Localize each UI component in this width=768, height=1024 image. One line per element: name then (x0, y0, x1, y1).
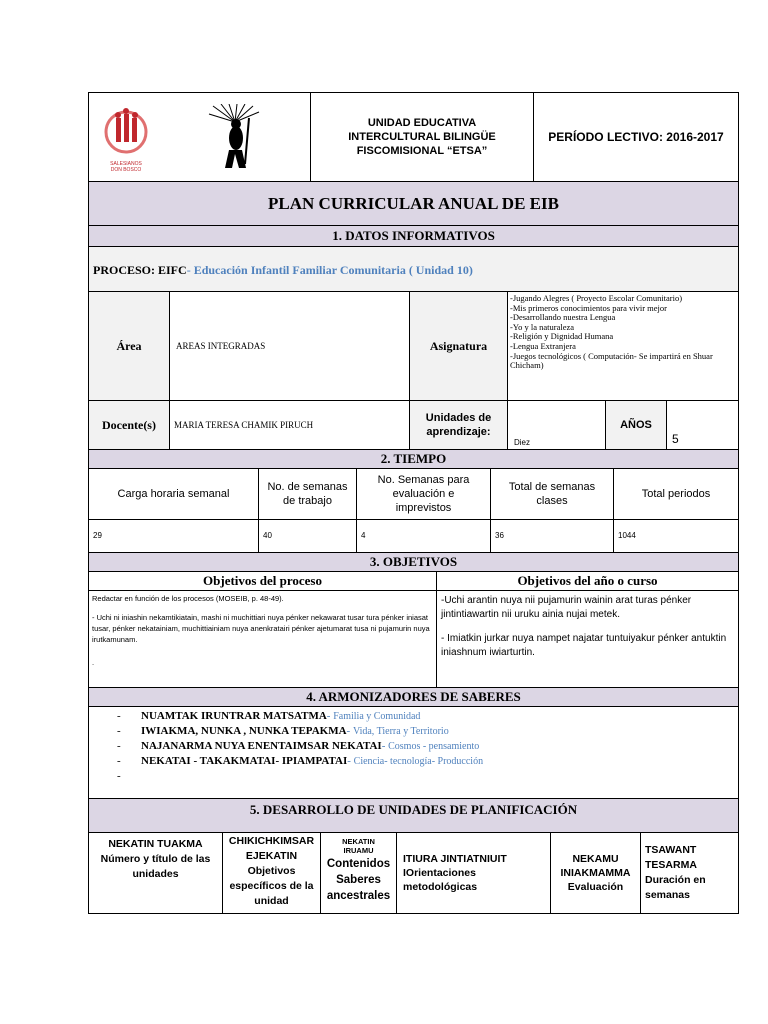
etsa-emblem (205, 104, 265, 170)
unidades-col-objetivos: CHIKICHKIMSAR EJEKATIN Objetivos específicos de la unidad (222, 832, 321, 914)
armonizador-separator: - (381, 740, 389, 752)
salesianos-logo-icon (96, 106, 158, 156)
list-dash: - (117, 770, 121, 782)
armonizador-theme: Familia y Comunidad (333, 711, 421, 722)
unidades-col-orientaciones (396, 832, 551, 914)
armonizador-separator: - (326, 710, 334, 722)
tiempo-value-4 (490, 519, 614, 553)
logo-text: SALESIANOS DON BOSCO (110, 161, 142, 173)
semanas-evaluacion-value: 4 (361, 531, 366, 540)
armonizador-separator: - (347, 755, 354, 767)
section3-heading: 3. OBJETIVOS (88, 552, 739, 572)
docente-value (169, 400, 410, 450)
list-dash: - (117, 710, 121, 722)
armonizadores-list (88, 706, 739, 799)
armonizador-name: NAJANARMA NUYA ENENTAIMSAR NEKATAI (141, 740, 382, 752)
asignatura-list (507, 291, 739, 401)
unidades-label: Unidades de aprendizaje: (409, 400, 508, 450)
section1-heading: 1. DATOS INFORMATIVOS (88, 225, 739, 247)
area-value (169, 291, 410, 401)
duracion-label: TSAWANT TESARMA Duración en semanas (645, 844, 706, 901)
page-title: PLAN CURRICULAR ANUAL DE EIB (88, 181, 739, 226)
asignatura-item: -Yo y la naturaleza (510, 321, 575, 332)
tiempo-header-5: Total periodos (613, 468, 739, 520)
objetivos-curso-body (436, 590, 739, 688)
unidades-col-numero: NEKATIN TUAKMA Número y título de las unidades (88, 832, 223, 914)
orientaciones-label: ITIURA JINTIATNIUIT IOrientaciones metodológicas (403, 853, 507, 893)
academic-period: PERÍODO LECTIVO: 2016-2017 (533, 92, 739, 182)
armonizador-theme: Vida, Tierra y Territorio (352, 726, 449, 737)
contenidos-main-label: Contenidos Saberes ancestrales (326, 858, 391, 902)
contenidos-top-label: NEKATIN IRUAMU (342, 837, 375, 855)
anos-label: AÑOS (605, 400, 667, 450)
armonizador-separator: - (346, 725, 353, 737)
asignatura-label: Asignatura (409, 291, 508, 401)
armonizador-name: IWIAKMA, NUNKA , NUNKA TEPAKMA (141, 725, 347, 737)
armonizador-item (117, 724, 738, 739)
asignatura-item: -Lengua Extranjera (510, 340, 576, 351)
warrior-emblem-icon (205, 104, 265, 170)
tiempo-header-4: Total de semanas clases (490, 468, 614, 520)
tiempo-value-5 (613, 519, 739, 553)
asignatura-item: -Mis primeros conocimientos para vivir mejor (510, 302, 667, 313)
tiempo-value-1 (88, 519, 259, 553)
armonizador-item (117, 754, 738, 769)
section2-heading: 2. TIEMPO (88, 449, 739, 469)
asignatura-item: -Juegos tecnológicos ( Computación- Se impartirá en Shuar Chicham) (510, 350, 713, 371)
proceso-row (88, 246, 739, 292)
asignatura-item: -Religión y Dignidad Humana (510, 331, 614, 342)
armonizador-item (117, 769, 738, 784)
tiempo-value-2 (258, 519, 357, 553)
docente-label: Docente(s) (88, 400, 170, 450)
area-label: Área (88, 291, 170, 401)
anos-value-text: 5 (672, 432, 679, 446)
carga-horaria-value: 29 (93, 531, 102, 540)
unidades-value-text: Diez (514, 438, 531, 447)
total-periodos-value: 1044 (618, 531, 636, 540)
list-dash: - (117, 725, 121, 737)
anos-value (666, 400, 739, 450)
armonizador-item (117, 709, 738, 724)
tiempo-header-3: No. Semanas para evaluación e imprevistos (356, 468, 491, 520)
objetivos-curso-title: Objetivos del año o curso (436, 571, 739, 591)
section5-heading: 5. DESARROLLO DE UNIDADES DE PLANIFICACIÓN (88, 798, 739, 833)
asignatura-item: -Jugando Alegres ( Proyecto Escolar Comunitario) (510, 293, 683, 303)
unidades-col-contenidos (320, 832, 397, 914)
objetivos-curso-p1: -Uchi arantin nuya nii pujamurin wainin arat turas pénker jintintiawartin nii uruku ainia nujai metek. (441, 595, 692, 620)
unidades-col-duracion (640, 832, 739, 914)
objetivos-proceso-title: Objetivos del proceso (88, 571, 437, 591)
tiempo-header-1: Carga horaria semanal (88, 468, 259, 520)
tiempo-header-2: No. de semanas de trabajo (258, 468, 357, 520)
section4-heading: 4. ARMONIZADORES DE SABERES (88, 687, 739, 707)
unidades-value (507, 400, 606, 450)
list-dash: - (117, 740, 121, 752)
proceso-value: Educación Infantil Familiar Comunitaria ( Unidad 10) (193, 263, 473, 277)
objetivos-proceso-intro: Redactar en función de los procesos (MOSEIB, p. 48-49). (92, 594, 284, 603)
objetivos-proceso-body (88, 590, 437, 688)
armonizador-theme: Cosmos - pensamiento (388, 741, 480, 752)
total-semanas-value: 36 (495, 531, 504, 540)
salesianos-logo (96, 106, 158, 176)
area-value-text: AREAS INTEGRADAS (176, 341, 266, 351)
proceso-label: PROCESO: EIFC (93, 263, 187, 277)
docente-value-text: MARIA TERESA CHAMIK PIRUCH (174, 420, 314, 430)
objetivos-proceso-text: - Uchi ni iniashin nekamtikiatain, mashi ni muchittiari nuya pénker nekawarat tusar tura pénker iniasat tusar, pénker nekatainiam, muchittiainiam nuya anenkratairi pénker ajetumarat tusa ni pujamurin nuya irutkamunam. (92, 613, 430, 644)
objetivos-curso-p2: - Imiatkin jurkar nuya nampet najatar tuntuiyakur pénker antuktin iniashnum iwiarturtin. (441, 633, 727, 658)
armonizador-name: NUAMTAK IRUNTRAR MATSATMA (141, 710, 327, 722)
semanas-trabajo-value: 40 (263, 531, 272, 540)
armonizador-theme: Ciencia- tecnología- Producción (353, 756, 484, 767)
armonizador-item (117, 739, 738, 754)
proceso-separator: - (186, 263, 194, 277)
unidades-col-evaluacion: NEKAMU INIAKMAMMA Evaluación (550, 832, 641, 914)
asignatura-item: -Desarrollando nuestra Lengua (510, 312, 616, 323)
list-dash: - (117, 755, 121, 767)
objetivos-proceso-dot: . (92, 658, 95, 667)
tiempo-value-3 (356, 519, 491, 553)
armonizador-name: NEKATAI - TAKAKMATAI- IPIAMPATAI (141, 755, 348, 767)
school-name: UNIDAD EDUCATIVA INTERCULTURAL BILINGÜE FISCOMISIONAL “ETSA” (310, 92, 534, 182)
